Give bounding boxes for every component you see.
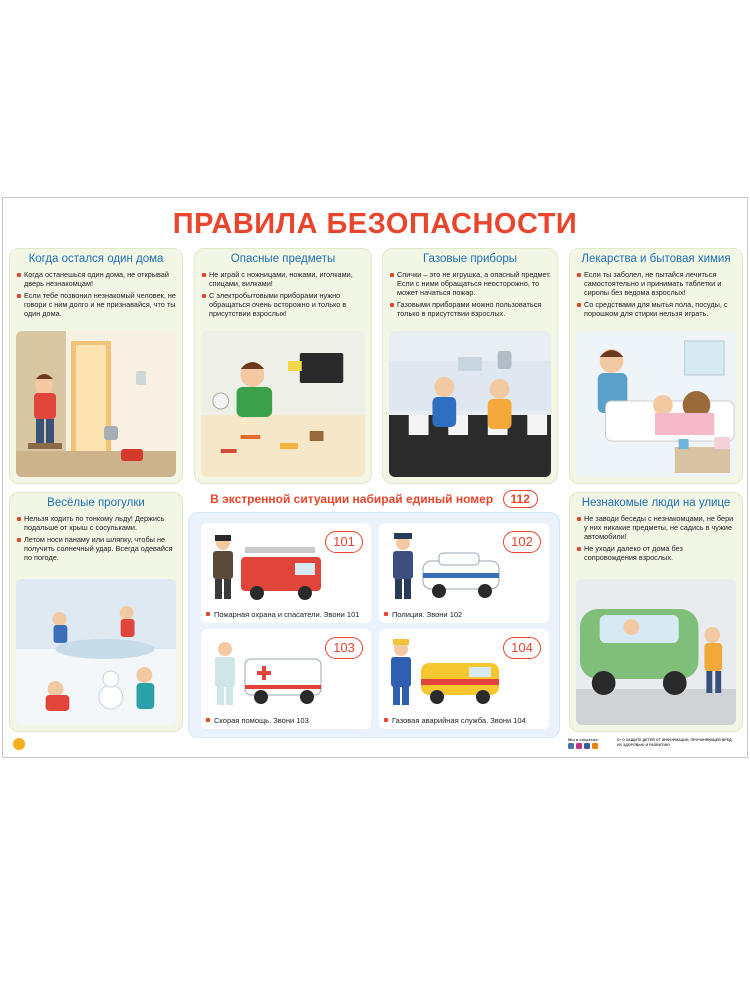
home-alone-illustration (16, 331, 176, 477)
panel-title: Газовые приборы (422, 253, 518, 265)
odnoklassniki-icon[interactable] (592, 743, 598, 749)
gas-service-illustration (383, 633, 503, 709)
safety-poster (2, 197, 748, 758)
panel-dangerous-objects (194, 248, 372, 484)
bullet-item: Газовыми приборами можно пользоваться только в присутствии взрослых. (389, 300, 551, 318)
panel-home-alone (9, 248, 183, 484)
panel-walks (9, 492, 183, 732)
gas-appliances-illustration (389, 331, 551, 477)
panel-title: Опасные предметы (230, 253, 336, 265)
service-police (379, 523, 549, 623)
service-number: 103 (325, 637, 363, 659)
bullet-list (389, 270, 551, 321)
police-service-illustration (383, 527, 503, 603)
emergency-services-box (188, 512, 560, 738)
age-mark: 6+ (617, 738, 622, 742)
bullet-item: Летом носи панаму или шляпку, чтобы не получить солнечный удар. Всегда одевайся по погоде. (16, 535, 176, 562)
bullet-list (201, 270, 365, 321)
service-caption: Газовая аварийная служба. Звони 104 (384, 716, 526, 725)
service-caption: Скорая помощь. Звони 103 (206, 716, 309, 725)
bullet-item: С электробытовыми приборами нужно обращаться очень осторожно и только в присутствии взрослых! (201, 291, 365, 318)
poster-title: ПРАВИЛА БЕЗОПАСНОСТИ (172, 208, 578, 240)
emergency-number-badge: 112 (503, 490, 538, 508)
ambulance-service-illustration (205, 633, 325, 709)
footer (13, 736, 737, 756)
winter-walk-illustration (16, 579, 176, 725)
bullet-item: Со средствами для мытья пола, посуды, с порошком для стирки нельзя играть. (576, 300, 736, 318)
service-number: 104 (503, 637, 541, 659)
age-notice (617, 738, 737, 747)
strangers-illustration (576, 579, 736, 725)
social-links (568, 738, 599, 750)
service-caption: Пожарная охрана и спасатели. Звони 101 (206, 610, 359, 619)
vk-icon[interactable] (568, 743, 574, 749)
bullet-list (16, 270, 176, 321)
panel-title: Весёлые прогулки (47, 497, 145, 509)
service-caption: Полиция. Звони 102 (384, 610, 462, 619)
bullet-list (16, 514, 176, 565)
bullet-item: Не заводи беседы с незнакомцами, не бери у них никакие предметы, не садись в чужие автомобили! (576, 514, 736, 541)
bullet-item: Не играй с ножницами, ножами, иголками, спицами, вилками! (201, 270, 365, 288)
emergency-section (188, 490, 560, 738)
bullet-list (576, 514, 736, 565)
social-label: Мы в соцсетях: (568, 737, 599, 742)
emergency-heading (188, 490, 560, 508)
emergency-heading-text: В экстренной ситуации набирай единый номер (210, 492, 494, 506)
service-number: 102 (503, 531, 541, 553)
panel-title: Лекарства и бытовая химия (581, 253, 731, 265)
service-ambulance (201, 629, 371, 729)
bullet-item: Когда останешься один дома, не открывай дверь незнакомцам! (16, 270, 176, 288)
age-notice-text: О ЗАЩИТЕ ДЕТЕЙ ОТ ИНФОРМАЦИИ, ПРИЧИНЯЮЩЕЙ ВРЕД ИХ ЗДОРОВЬЮ И РАЗВИТИЮ (617, 738, 732, 747)
facebook-icon[interactable] (584, 743, 590, 749)
instagram-icon[interactable] (576, 743, 582, 749)
service-fire (201, 523, 371, 623)
fire-service-illustration (205, 527, 325, 603)
service-number: 101 (325, 531, 363, 553)
panel-title: Незнакомые люди на улице (581, 497, 731, 509)
panel-gas-appliances (382, 248, 558, 484)
publisher-logo (13, 738, 25, 750)
panel-title: Когда остался один дома (28, 253, 164, 265)
bullet-item: Спички – это не игрушка, а опасный предмет. Если с ними обращаться неосторожно, то может начаться пожар. (389, 270, 551, 297)
medicine-illustration (576, 331, 736, 477)
bullet-item: Нельзя ходить по тонкому льду! Держись подальше от крыш с сосульками. (16, 514, 176, 532)
dangerous-objects-illustration (201, 331, 365, 477)
bullet-item: Если тебе позвонил незнакомый человек, не говори с ним долго и не признавайся, что ты один дома. (16, 291, 176, 318)
panel-medicine-chemicals (569, 248, 743, 484)
bullet-list (576, 270, 736, 321)
service-gas (379, 629, 549, 729)
bullet-item: Если ты заболел, не пытайся лечиться самостоятельно и принимать таблетки и сиропы без ведома взрослых! (576, 270, 736, 297)
bullet-item: Не уходи далеко от дома без сопровождения взрослых. (576, 544, 736, 562)
panel-strangers (569, 492, 743, 732)
